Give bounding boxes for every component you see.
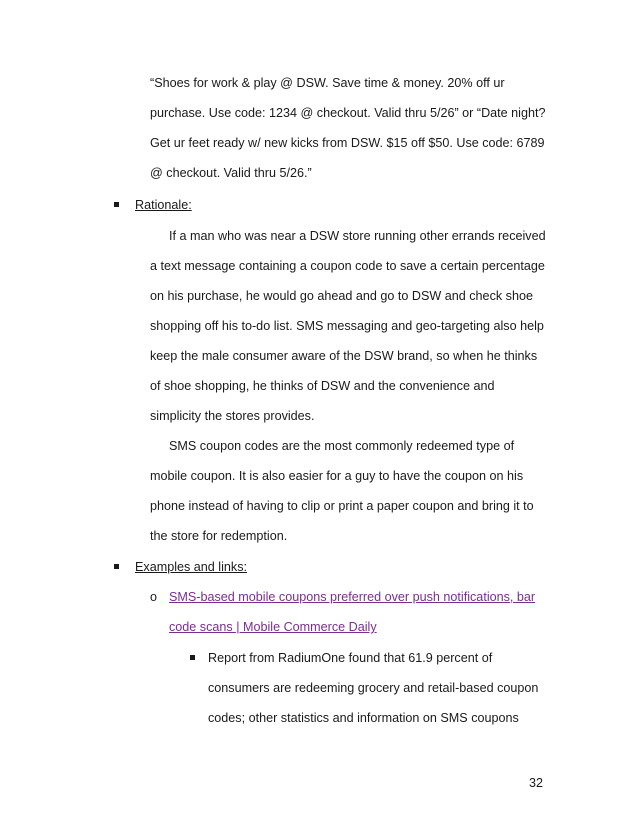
article-link-continued[interactable] <box>169 619 377 635</box>
sms-example-line-4: @ checkout. Valid thru 5/26.” <box>150 166 312 180</box>
rationale-p2-line-3: phone instead of having to clip or print a paper coupon and bring it to <box>150 499 534 513</box>
rationale-p1-line-6: of shoe shopping, he thinks of DSW and the convenience and <box>150 379 495 393</box>
article-link-line-1[interactable]: SMS-based mobile coupons preferred over push notifications, bar <box>169 590 536 604</box>
rationale-p1-line-3: on his purchase, he would go ahead and go to DSW and check shoe <box>150 289 533 303</box>
report-line-3: codes; other statistics and information on SMS coupons <box>208 711 519 725</box>
circle-bullet-icon: o <box>150 590 158 604</box>
article-link-line-2[interactable]: code scans | Mobile Commerce Daily <box>169 620 377 634</box>
rationale-p1-line-5: keep the male consumer aware of the DSW brand, so when he thinks <box>150 349 538 363</box>
report-line-1: Report from RadiumOne found that 61.9 percent of <box>208 651 493 665</box>
page-number: 32 <box>529 776 544 790</box>
rationale-p1-line-4: shopping off his to-do list. SMS messaging and geo-targeting also help <box>150 319 544 333</box>
sms-example-line-3: Get ur feet ready w/ new kicks from DSW. $15 off $50. Use code: 6789 <box>150 136 545 150</box>
square-bullet-icon <box>190 655 195 660</box>
square-bullet-icon <box>114 202 119 207</box>
rationale-heading: Rationale: <box>135 198 192 212</box>
rationale-p2-line-2: mobile coupon. It is also easier for a guy to have the coupon on his <box>150 469 524 483</box>
square-bullet-icon <box>114 564 119 569</box>
rationale-p1-line-7: simplicity the stores provides. <box>150 409 315 423</box>
rationale-p1-line-1: If a man who was near a DSW store running other errands received <box>169 229 546 243</box>
rationale-p2-line-1: SMS coupon codes are the most commonly redeemed type of <box>169 439 515 453</box>
examples-heading: Examples and links: <box>135 560 247 574</box>
sms-example-line-1: “Shoes for work & play @ DSW. Save time & money. 20% off ur <box>150 76 505 90</box>
article-link[interactable] <box>169 589 535 605</box>
report-line-2: consumers are redeeming grocery and retail-based coupon <box>208 681 539 695</box>
rationale-p1-line-2: a text message containing a coupon code to save a certain percentage <box>150 259 545 273</box>
sms-example-line-2: purchase. Use code: 1234 @ checkout. Valid thru 5/26” or “Date night? <box>150 106 546 120</box>
rationale-p2-line-4: the store for redemption. <box>150 529 288 543</box>
